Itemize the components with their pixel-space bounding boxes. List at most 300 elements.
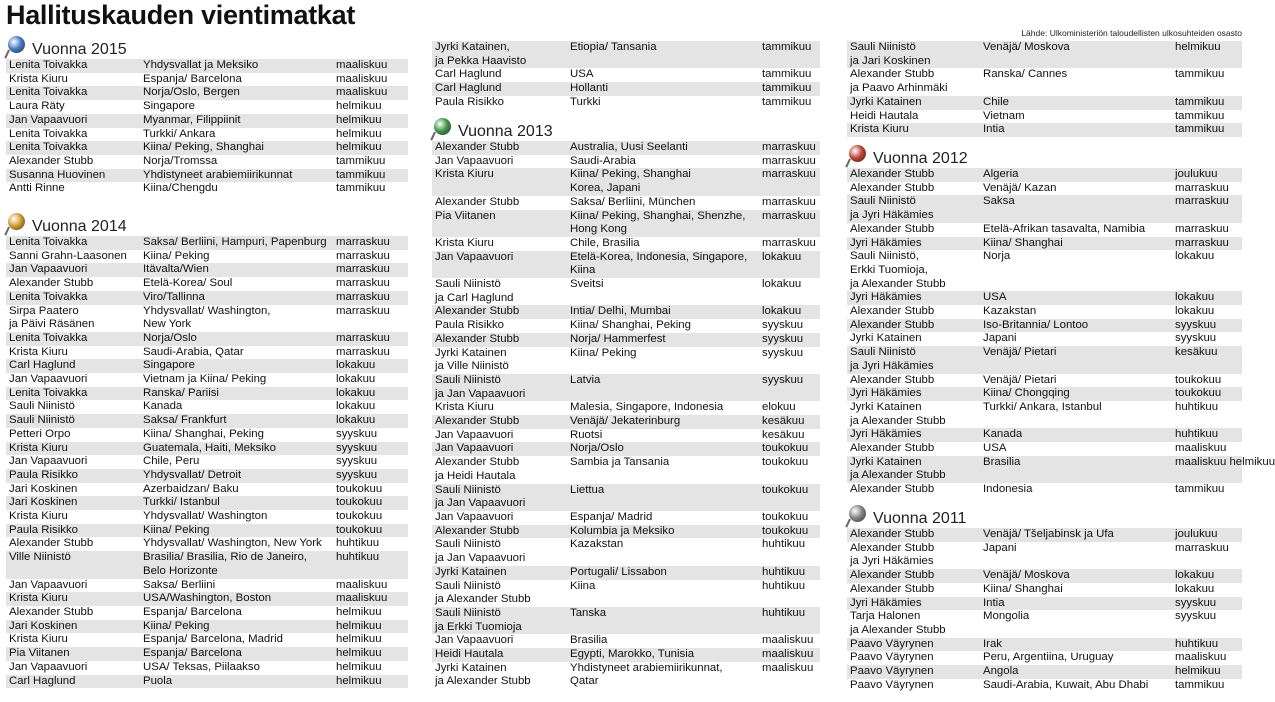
trip-table: [847, 528, 1242, 692]
trip-month: toukokuu: [336, 496, 383, 509]
destination: Vietnam: [983, 109, 1025, 122]
table-row: [6, 510, 408, 524]
destination: Kiina/ Shanghai, Peking: [570, 319, 691, 332]
table-row: [6, 592, 408, 606]
table-row: [432, 415, 820, 429]
table-row: [432, 237, 820, 251]
trip-month: marraskuu: [762, 195, 816, 208]
trip-month: marraskuu: [1175, 222, 1229, 235]
trip-month: marraskuu: [336, 263, 390, 276]
table-row: [432, 634, 820, 648]
table-row: [6, 359, 408, 373]
table-row: [432, 566, 820, 580]
trip-month: marraskuu: [762, 141, 816, 153]
destination: Japani: [983, 541, 1017, 554]
trip-month: maaliskuu: [336, 592, 388, 605]
trip-month: syyskuu: [762, 332, 804, 345]
destination: Saudi-Arabia, Kuwait, Abu Dhabi: [983, 678, 1149, 691]
trip-month: helmikuu: [336, 113, 382, 126]
destination: Venäjä/ Pietari: [983, 373, 1057, 386]
trip-month: marraskuu: [336, 249, 390, 262]
traveler-name: Jyrki Katainen: [850, 95, 922, 108]
destination: Espanja/ Madrid: [570, 510, 653, 523]
traveler-name: Alexander Stubb: [850, 305, 935, 318]
table-row: [847, 428, 1242, 442]
section-2014: [6, 213, 408, 688]
destination: Yhdysvallat/ Washington, New York: [143, 537, 322, 550]
trip-month: marraskuu: [1175, 181, 1229, 194]
traveler-name: Jan Vapaavuori: [9, 263, 88, 276]
trip-month: marraskuu: [336, 331, 390, 344]
traveler-name: Carl Haglund: [9, 674, 76, 687]
destination: Latvia: [570, 373, 601, 386]
traveler-name: Krista Kiuru: [435, 236, 494, 249]
table-row: [847, 374, 1242, 388]
trip-month: tammikuu: [336, 154, 386, 167]
destination: Espanja/ Barcelona, Madrid: [143, 633, 283, 646]
traveler-name: Alexander Stubb: [9, 605, 94, 618]
trip-month: helmikuu: [336, 127, 382, 140]
trip-month: helmikuu: [336, 619, 382, 632]
table-row: [432, 347, 820, 374]
year-heading: [6, 213, 408, 236]
traveler-name: Alexander Stubb: [850, 483, 935, 496]
destination: Brasilia: [570, 634, 608, 647]
traveler-name: Jan Vapaavuori: [9, 455, 88, 468]
table-row: [847, 68, 1242, 95]
table-row: [432, 607, 820, 634]
table-row: [432, 456, 820, 483]
traveler-name: Alexander Stubb ja Heidi Hautala: [435, 456, 520, 482]
section-2014-continued: [432, 41, 820, 110]
table-row: [847, 483, 1242, 497]
destination: Turkki: [570, 95, 601, 108]
trip-month: syyskuu: [336, 468, 378, 481]
section-2013-continued: [847, 41, 1242, 137]
destination: Kiina/ Chongqing: [983, 387, 1070, 400]
table-row: [847, 123, 1242, 137]
destination: Etelä-Korea, Indonesia, Singapore, Kiina: [570, 250, 748, 277]
destination: Venäjä/ Pietari: [983, 346, 1057, 359]
traveler-name: Paavo Väyrynen: [850, 651, 934, 664]
destination: Kiina/ Peking, Shanghai: [143, 141, 264, 154]
trip-table: [432, 141, 820, 689]
traveler-name: Alexander Stubb: [435, 415, 520, 428]
destination: Etiopia/ Tansania: [570, 41, 657, 53]
traveler-name: Tarja Halonen ja Alexander Stubb: [850, 610, 946, 636]
table-row: [6, 675, 408, 689]
table-row: [432, 484, 820, 511]
traveler-name: Jyrki Katainen ja Alexander Stubb: [850, 455, 946, 482]
destination: Saksa/ Frankfurt: [143, 414, 227, 427]
table-row: [432, 580, 820, 607]
traveler-name: Alexander Stubb: [850, 569, 935, 582]
table-row: [432, 41, 820, 68]
trip-month: maaliskuu: [762, 648, 814, 661]
trip-month: joulukuu: [1175, 528, 1218, 540]
traveler-name: Paavo Väyrynen: [850, 637, 934, 650]
traveler-name: Sauli Niinistö ja Jyri Häkämies: [850, 195, 934, 222]
traveler-name: Jyri Häkämies: [850, 596, 922, 609]
table-row: [6, 428, 408, 442]
traveler-name: Alexander Stubb: [850, 528, 935, 540]
destination: Kiina/ Peking: [570, 346, 637, 359]
destination: Chile, Brasilia: [570, 236, 640, 249]
trip-month: marraskuu: [336, 290, 390, 303]
trip-table: [6, 59, 408, 196]
destination: Hollanti: [570, 82, 608, 95]
traveler-name: Jyri Häkämies: [850, 291, 922, 304]
table-row: [6, 387, 408, 401]
table-row: [847, 291, 1242, 305]
table-row: [432, 648, 820, 662]
destination: Norja/ Hammerfest: [570, 332, 666, 345]
traveler-name: Lenita Toivakka: [9, 59, 88, 71]
traveler-name: Sauli Niinistö ja Jari Koskinen: [850, 41, 931, 67]
destination: Norja: [983, 250, 1011, 263]
destination: Puola: [143, 674, 173, 687]
destination: Norja/Tromssa: [143, 154, 218, 167]
table-row: [6, 277, 408, 291]
traveler-name: Lenita Toivakka: [9, 127, 88, 140]
trip-month: lokakuu: [1175, 250, 1215, 263]
traveler-name: Paula Risikko: [9, 523, 79, 536]
traveler-name: Jan Vapaavuori: [9, 578, 88, 591]
traveler-name: Sauli Niinistö ja Jyri Häkämies: [850, 346, 934, 372]
destination: Kiina/ Shanghai: [983, 582, 1063, 595]
traveler-name: Jari Koskinen: [9, 496, 78, 509]
trip-month: tammikuu: [336, 182, 386, 195]
table-row: [847, 542, 1242, 569]
destination: Norja/Oslo: [143, 331, 197, 344]
map-pin-icon: [432, 117, 456, 140]
traveler-name: Carl Haglund: [9, 359, 76, 372]
trip-month: huhtikuu: [762, 579, 806, 592]
trip-month: syyskuu: [762, 346, 804, 359]
traveler-name: Alexander Stubb ja Jyri Häkämies: [850, 541, 935, 568]
trip-month: marraskuu: [336, 277, 390, 290]
trip-month: marraskuu: [1175, 195, 1229, 208]
trip-month: huhtikuu: [762, 606, 806, 619]
trip-month: marraskuu: [762, 168, 816, 181]
map-pin-icon: [847, 144, 871, 167]
destination: Brasilia/ Brasilia, Rio de Janeiro, Belo Horizonte: [143, 551, 307, 577]
traveler-name: Alexander Stubb: [850, 442, 935, 455]
destination: Espanja/ Barcelona: [143, 647, 242, 660]
trip-month: marraskuu: [1175, 541, 1229, 554]
destination: Sveitsi: [570, 278, 604, 291]
traveler-name: Krista Kiuru: [9, 72, 68, 85]
traveler-name: Krista Kiuru: [850, 123, 909, 136]
destination: Venäjä/ Kazan: [983, 181, 1057, 194]
destination: Venäjä/ Moskova: [983, 41, 1070, 53]
table-row: [6, 661, 408, 675]
table-row: [6, 620, 408, 634]
table-row: [847, 638, 1242, 652]
destination: Vietnam ja Kiina/ Peking: [143, 373, 267, 386]
destination: USA: [570, 68, 594, 81]
destination: Saudi-Arabia: [570, 154, 636, 167]
trip-month: lokakuu: [1175, 291, 1215, 304]
destination: Liettua: [570, 483, 605, 496]
traveler-name: Lenita Toivakka: [9, 86, 88, 99]
traveler-name: Petteri Orpo: [9, 427, 71, 440]
table-row: [432, 525, 820, 539]
trip-month: syyskuu: [1175, 610, 1217, 623]
trip-month: lokakuu: [336, 400, 376, 413]
traveler-name: Jyrki Katainen ja Alexander Stubb: [850, 400, 946, 427]
trip-month: syyskuu: [336, 427, 378, 440]
trip-month: toukokuu: [762, 456, 809, 469]
traveler-name: Heidi Hautala: [850, 109, 919, 122]
traveler-name: Carl Haglund: [435, 82, 502, 95]
table-row: [432, 278, 820, 305]
traveler-name: Susanna Huovinen: [9, 168, 106, 181]
trip-month: tammikuu: [1175, 109, 1225, 122]
trip-month: marraskuu: [336, 236, 390, 248]
destination: Etelä-Korea/ Soul: [143, 277, 233, 290]
table-row: [847, 569, 1242, 583]
destination: USA/ Teksas, Piilaakso: [143, 660, 260, 673]
table-row: [432, 82, 820, 96]
destination: Venäjä/ Tšeljabinsk ja Ufa: [983, 528, 1114, 540]
traveler-name: Sauli Niinistö: [9, 414, 75, 427]
traveler-name: Alexander Stubb: [850, 168, 935, 180]
year-heading: [432, 118, 820, 141]
destination: Kazakstan: [983, 305, 1037, 318]
table-row: [6, 182, 408, 196]
table-row: [847, 110, 1242, 124]
trip-month: tammikuu: [336, 168, 386, 181]
section-2013: [432, 118, 820, 689]
table-row: [847, 305, 1242, 319]
destination: Egypti, Marokko, Tunisia: [570, 648, 695, 661]
table-row: [847, 387, 1242, 401]
destination: Tanska: [570, 606, 607, 619]
trip-month: syyskuu: [1175, 318, 1217, 331]
table-row: [6, 442, 408, 456]
table-row: [6, 59, 408, 73]
map-pin-icon: [6, 35, 30, 58]
section-2012: [847, 145, 1275, 497]
destination: Viro/Tallinna: [143, 290, 205, 303]
trip-month: tammikuu: [762, 41, 812, 53]
traveler-name: Sauli Niinistö ja Jan Vapaavuori: [435, 483, 526, 510]
traveler-name: Jyrki Katainen: [850, 332, 922, 345]
table-row: [6, 141, 408, 155]
table-row: [847, 346, 1242, 373]
destination: Ranska/ Pariisi: [143, 386, 219, 399]
destination: Espanja/ Barcelona: [143, 605, 242, 618]
traveler-name: Jari Koskinen: [9, 619, 78, 632]
table-row: [847, 237, 1242, 251]
destination: Yhdysvallat/ Washington: [143, 510, 268, 523]
source-note: Lähde: Ulkoministeriön taloudellisten ulkosuhteiden osasto: [1021, 28, 1242, 38]
trip-month: marraskuu: [762, 209, 816, 222]
traveler-name: Antti Rinne: [9, 182, 65, 195]
destination: USA/Washington, Boston: [143, 592, 272, 605]
traveler-name: Paula Risikko: [435, 319, 505, 332]
traveler-name: Paula Risikko: [9, 468, 79, 481]
table-row: [847, 528, 1242, 542]
table-row: [6, 86, 408, 100]
traveler-name: Jan Vapaavuori: [435, 442, 514, 455]
destination: USA: [983, 291, 1007, 304]
trip-month: marraskuu: [762, 236, 816, 249]
table-row: [6, 155, 408, 169]
table-row: [847, 332, 1242, 346]
traveler-name: Lenita Toivakka: [9, 141, 88, 154]
traveler-name: Jyrki Katainen ja Alexander Stubb: [435, 661, 531, 688]
table-row: [432, 429, 820, 443]
trip-month: syyskuu: [336, 441, 378, 454]
traveler-name: Paavo Väyrynen: [850, 678, 934, 691]
trip-month: lokakuu: [1175, 582, 1215, 595]
destination: Peru, Argentiina, Uruguay: [983, 651, 1114, 664]
table-row: [847, 610, 1242, 637]
trip-month: lokakuu: [1175, 569, 1215, 582]
table-row: [847, 665, 1242, 679]
trip-month: kesäkuu: [762, 428, 805, 441]
traveler-name: Lenita Toivakka: [9, 386, 88, 399]
trip-month: toukokuu: [336, 510, 383, 523]
destination: Brasilia: [983, 455, 1021, 468]
traveler-name: Jan Vapaavuori: [9, 113, 88, 126]
traveler-name: Sauli Niinistö ja Jan Vapaavuori: [435, 538, 526, 565]
destination: Kazakstan: [570, 538, 624, 551]
destination: Kiina/ Peking: [143, 249, 210, 262]
trip-month: kesäkuu: [1175, 346, 1218, 359]
trip-month: helmikuu: [1175, 665, 1221, 678]
table-row: [6, 633, 408, 647]
destination: Algeria: [983, 168, 1019, 180]
trip-month: helmikuu: [1175, 41, 1221, 53]
table-row: [6, 291, 408, 305]
table-row: [432, 96, 820, 110]
table-row: [6, 346, 408, 360]
table-row: [6, 73, 408, 87]
trip-month: huhtikuu: [762, 538, 806, 551]
trip-month: huhtikuu: [336, 551, 380, 564]
destination: Malesia, Singapore, Indonesia: [570, 401, 724, 414]
destination: Chile: [983, 95, 1009, 108]
trip-month: toukokuu: [762, 483, 809, 496]
table-row: [6, 524, 408, 538]
trip-month: helmikuu: [336, 660, 382, 673]
table-row: [432, 196, 820, 210]
trip-month: huhtikuu: [1175, 400, 1219, 413]
table-row: [847, 41, 1242, 68]
traveler-name: Sauli Niinistö: [9, 400, 75, 413]
map-pin-icon: [847, 504, 871, 527]
trip-month: marraskuu: [762, 154, 816, 167]
table-row: [432, 662, 820, 689]
destination: Myanmar, Filippiinit: [143, 113, 241, 126]
trip-month: maaliskuu helmikuu: [1175, 455, 1275, 468]
table-row: [432, 210, 820, 237]
table-row: [432, 538, 820, 565]
trip-month: helmikuu: [336, 605, 382, 618]
year-heading: [847, 145, 1242, 168]
destination: Indonesia: [983, 483, 1033, 496]
traveler-name: Alexander Stubb: [435, 305, 520, 318]
page-title: Hallituskauden vientimatkat: [6, 0, 356, 30]
trip-month: lokakuu: [762, 305, 802, 318]
trip-month: tammikuu: [1175, 123, 1225, 136]
traveler-name: Lenita Toivakka: [9, 236, 88, 248]
destination: Turkki/ Ankara, Istanbul: [983, 400, 1102, 413]
destination: Yhdistyneet arabiemiirikunnat: [143, 168, 293, 181]
traveler-name: Alexander Stubb: [435, 195, 520, 208]
traveler-name: Sauli Niinistö, Erkki Tuomioja, ja Alexander Stubb: [850, 250, 946, 290]
traveler-name: Jan Vapaavuori: [9, 660, 88, 673]
destination: Kolumbia ja Meksiko: [570, 524, 675, 537]
destination: Intia/ Delhi, Mumbai: [570, 305, 671, 318]
destination: Intia: [983, 596, 1005, 609]
destination: Etelä-Afrikan tasavalta, Namibia: [983, 222, 1146, 235]
destination: Turkki/ Ankara: [143, 127, 216, 140]
destination: Espanja/ Barcelona: [143, 72, 242, 85]
table-row: [6, 551, 408, 578]
table-row: [847, 182, 1242, 196]
traveler-name: Jyri Häkämies: [850, 236, 922, 249]
trip-month: maaliskuu: [336, 86, 388, 99]
destination: Saksa/ Berliini: [143, 578, 216, 591]
trip-month: syyskuu: [762, 373, 804, 386]
destination: Venäjä/ Jekaterinburg: [570, 415, 681, 428]
trip-month: helmikuu: [336, 647, 382, 660]
table-row: [432, 442, 820, 456]
traveler-name: Krista Kiuru: [9, 441, 68, 454]
destination: Kiina/ Shanghai: [983, 236, 1063, 249]
traveler-name: Sauli Niinistö ja Alexander Stubb: [435, 579, 531, 606]
traveler-name: Sauli Niinistö ja Erkki Tuomioja: [435, 606, 522, 633]
destination: Norja/Oslo, Bergen: [143, 86, 240, 99]
table-row: [6, 236, 408, 250]
table-row: [6, 537, 408, 551]
table-row: [6, 114, 408, 128]
table-row: [432, 305, 820, 319]
table-row: [6, 496, 408, 510]
trip-month: toukokuu: [336, 523, 383, 536]
traveler-name: Sauli Niinistö ja Jan Vapaavuori: [435, 373, 526, 400]
traveler-name: Sirpa Paatero ja Päivi Räsänen: [9, 304, 95, 331]
trip-month: huhtikuu: [762, 565, 806, 578]
destination: Guatemala, Haiti, Meksiko: [143, 441, 276, 454]
trip-table: [432, 41, 820, 110]
table-row: [432, 68, 820, 82]
trip-table: [847, 41, 1242, 137]
destination: Venäjä/ Moskova: [983, 569, 1070, 582]
traveler-name: Alexander Stubb: [435, 524, 520, 537]
table-row: [432, 333, 820, 347]
destination: Angola: [983, 665, 1019, 678]
trip-month: syyskuu: [1175, 332, 1217, 345]
traveler-name: Krista Kiuru: [9, 633, 68, 646]
traveler-name: Pia Viitanen: [435, 209, 496, 222]
destination: Kanada: [143, 400, 183, 413]
map-pin-icon: [6, 212, 30, 235]
year-label: Vuonna 2015: [32, 41, 127, 58]
trip-month: maaliskuu: [1175, 442, 1227, 455]
destination: Saksa: [983, 195, 1015, 208]
destination: Kiina/Chengdu: [143, 182, 218, 195]
table-row: [847, 250, 1242, 291]
table-row: [6, 469, 408, 483]
traveler-name: Alexander Stubb: [435, 141, 520, 153]
traveler-name: Jan Vapaavuori: [435, 634, 514, 647]
table-row: [847, 651, 1242, 665]
